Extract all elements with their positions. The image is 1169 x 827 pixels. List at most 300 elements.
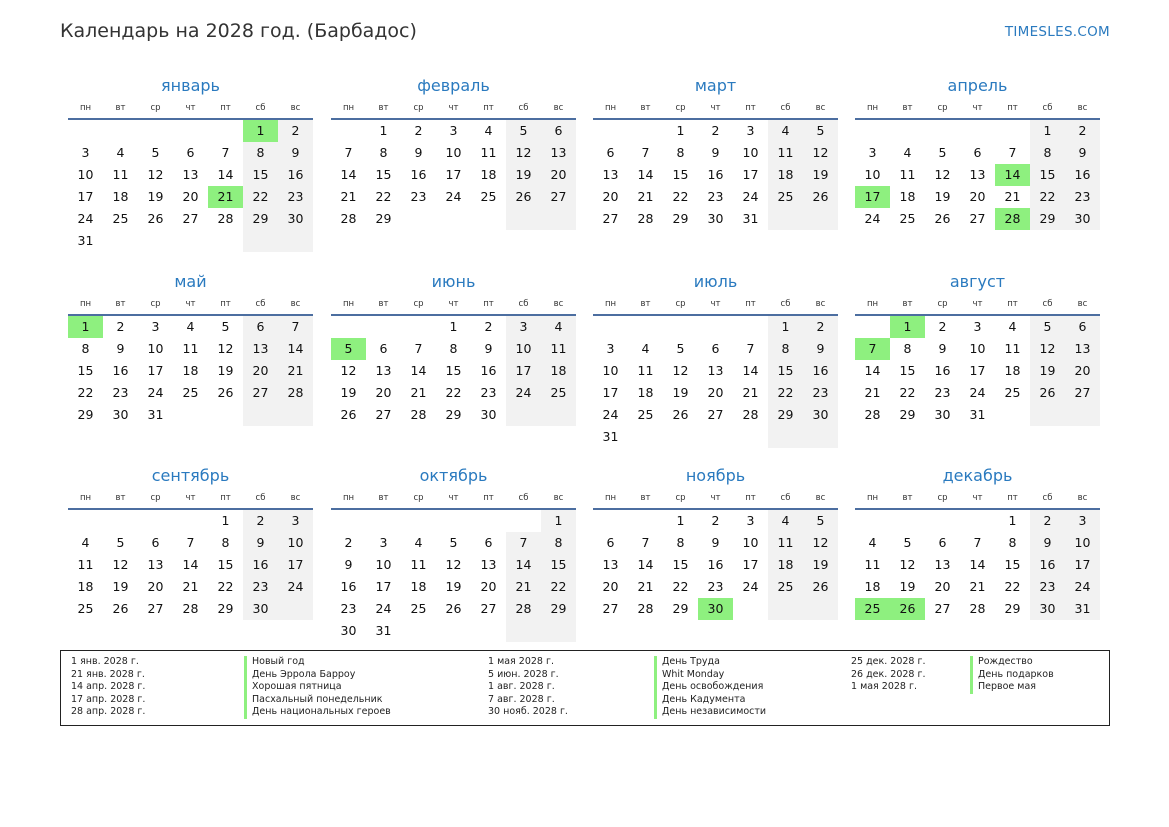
weekday-label: пн: [866, 103, 879, 113]
day-cell: 21: [410, 385, 427, 400]
day-cell: 11: [637, 363, 654, 378]
day-cell: 15: [445, 363, 462, 378]
day-cell: 27: [182, 211, 199, 226]
empty-cell: [68, 120, 103, 142]
empty-cell: [768, 426, 803, 448]
month-2: [331, 75, 576, 230]
day-cell: 13: [147, 557, 164, 572]
day-cell: 8: [243, 142, 278, 164]
empty-cell: [803, 208, 838, 230]
day-cell: 27: [602, 601, 619, 616]
weekday-label: пт: [220, 493, 231, 503]
day-cell: 20: [602, 189, 619, 204]
day-cell: 19: [1030, 360, 1065, 382]
day-cell: 7: [641, 535, 650, 550]
day-grid: [593, 510, 838, 620]
day-cell: 16: [243, 554, 278, 576]
day-cell: 10: [864, 167, 881, 182]
weekday-label: вт: [640, 103, 651, 113]
day-cell: 5: [449, 535, 458, 550]
weekday-label: пт: [220, 299, 231, 309]
weekday-header: [593, 297, 838, 311]
day-cell: 31: [147, 407, 164, 422]
day-cell: 21: [864, 385, 881, 400]
day-cell: 22: [375, 189, 392, 204]
holiday-name: День Эррола Барроу: [244, 669, 391, 682]
empty-cell: [366, 316, 401, 338]
day-cell: 4: [868, 535, 877, 550]
empty-cell: [768, 598, 803, 620]
weekday-label: вт: [378, 103, 389, 113]
day-cell: 19: [803, 554, 838, 576]
day-cell: 18: [480, 167, 497, 182]
day-cell: 7: [506, 532, 541, 554]
day-cell: 2: [1030, 510, 1065, 532]
weekday-label: пн: [342, 299, 355, 309]
weekday-label: пт: [483, 299, 494, 309]
weekday-label: пт: [745, 493, 756, 503]
month-name: март: [694, 76, 737, 95]
day-grid: [593, 316, 838, 448]
day-cell: 19: [506, 164, 541, 186]
day-cell: 6: [973, 145, 982, 160]
day-cell: 25: [1004, 385, 1021, 400]
empty-cell: [506, 404, 541, 426]
weekday-label: сб: [1042, 103, 1053, 113]
empty-cell: [506, 208, 541, 230]
empty-cell: [733, 598, 768, 620]
empty-cell: [541, 208, 576, 230]
day-cell: 10: [147, 341, 164, 356]
empty-cell: [103, 230, 138, 252]
day-cell: 10: [506, 338, 541, 360]
empty-cell: [855, 316, 890, 338]
empty-cell: [103, 510, 138, 532]
day-cell: 23: [278, 186, 313, 208]
holiday-day-cell: 1: [243, 120, 278, 142]
day-cell: 16: [934, 363, 951, 378]
day-cell: 25: [899, 211, 916, 226]
weekday-label: вт: [902, 493, 913, 503]
day-cell: 27: [602, 211, 619, 226]
day-cell: 17: [742, 557, 759, 572]
day-cell: 25: [768, 186, 803, 208]
empty-cell: [243, 230, 278, 252]
weekday-label: пн: [604, 103, 617, 113]
day-cell: 25: [541, 382, 576, 404]
weekday-label: чт: [185, 299, 196, 309]
day-cell: 7: [186, 535, 195, 550]
day-cell: 29: [768, 404, 803, 426]
holiday-day-cell: 1: [68, 316, 103, 338]
day-cell: 31: [602, 429, 619, 444]
empty-cell: [506, 620, 541, 642]
empty-cell: [331, 510, 366, 532]
month-name: август: [949, 272, 1006, 291]
empty-cell: [173, 120, 208, 142]
weekday-header: [68, 491, 313, 505]
day-cell: 9: [938, 341, 947, 356]
day-cell: 12: [340, 363, 357, 378]
holiday-name: Первое мая: [970, 681, 1054, 694]
day-cell: 15: [768, 360, 803, 382]
weekday-label: ср: [413, 493, 424, 503]
day-cell: 14: [637, 167, 654, 182]
empty-cell: [1030, 404, 1065, 426]
day-cell: 28: [278, 382, 313, 404]
month-4: [855, 75, 1100, 230]
day-cell: 20: [375, 385, 392, 400]
weekday-label: сб: [518, 299, 529, 309]
day-cell: 28: [637, 211, 654, 226]
day-cell: 4: [541, 316, 576, 338]
day-cell: 19: [147, 189, 164, 204]
holiday-date: 30 нояб. 2028 г.: [488, 706, 568, 718]
day-grid: [68, 510, 313, 620]
day-cell: 1: [768, 316, 803, 338]
day-cell: 1: [1008, 513, 1017, 528]
weekday-label: пт: [483, 493, 494, 503]
day-cell: 14: [506, 554, 541, 576]
empty-cell: [628, 426, 663, 448]
month-5: [68, 271, 313, 426]
day-cell: 12: [147, 167, 164, 182]
day-cell: 12: [899, 557, 916, 572]
empty-cell: [68, 510, 103, 532]
brand-link[interactable]: TIMESLES.COM: [1004, 24, 1110, 40]
day-cell: 6: [379, 341, 388, 356]
weekday-header: [68, 297, 313, 311]
weekday-label: пн: [342, 103, 355, 113]
day-cell: 8: [676, 535, 685, 550]
weekday-header: [331, 491, 576, 505]
day-cell: 13: [934, 557, 951, 572]
day-cell: 15: [899, 363, 916, 378]
day-cell: 27: [375, 407, 392, 422]
day-cell: 17: [147, 363, 164, 378]
day-cell: 14: [742, 363, 759, 378]
day-cell: 24: [742, 189, 759, 204]
day-cell: 13: [243, 338, 278, 360]
day-cell: 8: [1008, 535, 1017, 550]
day-cell: 18: [768, 554, 803, 576]
day-cell: 15: [217, 557, 234, 572]
day-cell: 24: [506, 382, 541, 404]
day-cell: 21: [278, 360, 313, 382]
day-cell: 12: [506, 142, 541, 164]
day-cell: 23: [112, 385, 129, 400]
holiday-date: 21 янв. 2028 г.: [71, 668, 145, 680]
weekday-label: пт: [1007, 103, 1018, 113]
month-10: [331, 465, 576, 642]
holiday-name: День подарков: [970, 669, 1054, 682]
day-cell: 30: [243, 598, 278, 620]
weekday-label: вс: [553, 103, 564, 113]
weekday-header: [593, 491, 838, 505]
holiday-names-column: [970, 656, 1054, 694]
day-cell: 30: [1065, 208, 1100, 230]
day-cell: 19: [445, 579, 462, 594]
weekday-label: ср: [150, 103, 161, 113]
weekday-label: ср: [413, 299, 424, 309]
day-cell: 17: [506, 360, 541, 382]
day-cell: 11: [768, 532, 803, 554]
empty-cell: [733, 316, 768, 338]
day-cell: 26: [803, 576, 838, 598]
day-cell: 13: [1065, 338, 1100, 360]
weekday-label: вт: [902, 299, 913, 309]
day-cell: 24: [375, 601, 392, 616]
empty-cell: [243, 404, 278, 426]
day-cell: 12: [445, 557, 462, 572]
weekday-label: ср: [675, 493, 686, 503]
holiday-name: День освобождения: [654, 681, 766, 694]
day-cell: 14: [969, 557, 986, 572]
day-cell: 23: [707, 579, 724, 594]
weekday-label: сб: [1042, 299, 1053, 309]
day-cell: 18: [182, 363, 199, 378]
day-cell: 13: [969, 167, 986, 182]
day-cell: 29: [77, 407, 94, 422]
day-grid: [68, 316, 313, 426]
day-cell: 16: [1065, 164, 1100, 186]
day-cell: 9: [803, 338, 838, 360]
day-cell: 11: [480, 145, 497, 160]
holiday-date: 1 янв. 2028 г.: [71, 656, 139, 667]
day-cell: 23: [340, 601, 357, 616]
day-cell: 19: [217, 363, 234, 378]
empty-cell: [663, 426, 698, 448]
day-cell: 3: [81, 145, 90, 160]
holiday-date: 25 дек. 2028 г.: [851, 656, 926, 667]
empty-cell: [628, 510, 663, 532]
day-cell: 21: [506, 576, 541, 598]
empty-cell: [173, 230, 208, 252]
day-cell: 9: [711, 145, 720, 160]
weekday-label: ср: [675, 103, 686, 113]
day-cell: 1: [449, 319, 458, 334]
weekday-label: пт: [220, 103, 231, 113]
holiday-day-cell: 5: [331, 338, 366, 360]
empty-cell: [401, 316, 436, 338]
weekday-label: сб: [518, 493, 529, 503]
day-cell: 16: [707, 557, 724, 572]
day-cell: 1: [379, 123, 388, 138]
day-cell: 27: [707, 407, 724, 422]
day-cell: 26: [217, 385, 234, 400]
day-cell: 29: [672, 601, 689, 616]
month-6: [331, 271, 576, 426]
day-cell: 8: [449, 341, 458, 356]
day-cell: 19: [340, 385, 357, 400]
day-cell: 28: [864, 407, 881, 422]
day-cell: 21: [1004, 189, 1021, 204]
day-cell: 18: [768, 164, 803, 186]
day-cell: 25: [480, 189, 497, 204]
weekday-label: ср: [937, 299, 948, 309]
day-cell: 13: [602, 557, 619, 572]
holiday-date: 28 апр. 2028 г.: [71, 706, 146, 718]
day-cell: 23: [243, 576, 278, 598]
day-cell: 23: [410, 189, 427, 204]
day-cell: 3: [746, 123, 755, 138]
weekday-label: пн: [866, 493, 879, 503]
day-cell: 23: [1065, 186, 1100, 208]
day-cell: 20: [480, 579, 497, 594]
day-cell: 20: [243, 360, 278, 382]
day-cell: 11: [410, 557, 427, 572]
empty-cell: [541, 404, 576, 426]
day-cell: 8: [379, 145, 388, 160]
day-cell: 24: [969, 385, 986, 400]
empty-cell: [960, 510, 995, 532]
day-cell: 22: [541, 576, 576, 598]
holiday-day-cell: 21: [208, 186, 243, 208]
weekday-label: сб: [1042, 493, 1053, 503]
day-cell: 9: [414, 145, 423, 160]
empty-cell: [995, 404, 1030, 426]
weekday-label: вс: [553, 299, 564, 309]
day-cell: 20: [969, 189, 986, 204]
day-cell: 25: [637, 407, 654, 422]
day-cell: 18: [541, 360, 576, 382]
day-cell: 26: [506, 186, 541, 208]
day-cell: 9: [1030, 532, 1065, 554]
empty-cell: [138, 510, 173, 532]
day-cell: 10: [742, 535, 759, 550]
day-cell: 15: [1004, 557, 1021, 572]
empty-cell: [366, 510, 401, 532]
month-3: [593, 75, 838, 230]
day-cell: 20: [707, 385, 724, 400]
holiday-date: 1 мая 2028 г.: [851, 681, 917, 693]
day-cell: 27: [480, 601, 497, 616]
empty-cell: [401, 208, 436, 230]
day-cell: 13: [541, 142, 576, 164]
day-grid: [855, 510, 1100, 620]
weekday-label: пт: [745, 103, 756, 113]
empty-cell: [1065, 404, 1100, 426]
day-cell: 15: [672, 167, 689, 182]
holiday-legend: [60, 650, 1110, 726]
day-cell: 31: [375, 623, 392, 638]
day-cell: 18: [77, 579, 94, 594]
empty-cell: [208, 404, 243, 426]
day-cell: 12: [934, 167, 951, 182]
day-cell: 28: [969, 601, 986, 616]
day-cell: 4: [414, 535, 423, 550]
day-cell: 17: [77, 189, 94, 204]
empty-cell: [471, 208, 506, 230]
weekday-header: [593, 101, 838, 115]
holiday-name: Новый год: [244, 656, 391, 669]
day-cell: 25: [410, 601, 427, 616]
day-cell: 2: [711, 513, 720, 528]
day-cell: 23: [803, 382, 838, 404]
day-cell: 22: [672, 579, 689, 594]
weekday-label: пт: [1007, 299, 1018, 309]
day-cell: 6: [243, 316, 278, 338]
weekday-label: пн: [342, 493, 355, 503]
day-cell: 20: [147, 579, 164, 594]
day-cell: 16: [112, 363, 129, 378]
day-cell: 26: [934, 211, 951, 226]
empty-cell: [925, 120, 960, 142]
weekday-label: вс: [815, 103, 826, 113]
day-cell: 3: [379, 535, 388, 550]
day-cell: 21: [742, 385, 759, 400]
weekday-header: [855, 491, 1100, 505]
day-cell: 9: [344, 557, 353, 572]
day-cell: 31: [77, 233, 94, 248]
holiday-date: 7 авг. 2028 г.: [488, 693, 555, 705]
day-cell: 13: [480, 557, 497, 572]
day-cell: 29: [541, 598, 576, 620]
day-cell: 30: [934, 407, 951, 422]
day-cell: 16: [278, 164, 313, 186]
day-cell: 29: [672, 211, 689, 226]
day-cell: 11: [899, 167, 916, 182]
day-cell: 31: [1065, 598, 1100, 620]
holiday-day-cell: 30: [698, 598, 733, 620]
day-cell: 12: [1030, 338, 1065, 360]
month-7: [593, 271, 838, 448]
day-cell: 18: [637, 385, 654, 400]
day-cell: 2: [116, 319, 125, 334]
empty-cell: [698, 426, 733, 448]
day-cell: 24: [864, 211, 881, 226]
weekday-label: чт: [710, 103, 721, 113]
day-cell: 1: [541, 510, 576, 532]
day-cell: 17: [445, 167, 462, 182]
day-cell: 4: [1008, 319, 1017, 334]
day-cell: 2: [484, 319, 493, 334]
day-cell: 17: [375, 579, 392, 594]
day-cell: 29: [1004, 601, 1021, 616]
holiday-day-cell: 28: [995, 208, 1030, 230]
weekday-label: чт: [710, 493, 721, 503]
empty-cell: [208, 230, 243, 252]
month-name: июнь: [431, 272, 476, 291]
weekday-label: сб: [780, 299, 791, 309]
day-cell: 4: [768, 510, 803, 532]
day-cell: 10: [969, 341, 986, 356]
empty-cell: [471, 510, 506, 532]
day-cell: 13: [375, 363, 392, 378]
empty-cell: [278, 404, 313, 426]
day-cell: 24: [445, 189, 462, 204]
day-cell: 30: [707, 211, 724, 226]
day-cell: 30: [112, 407, 129, 422]
holiday-dates-column: [488, 656, 568, 719]
holiday-name: День национальных героев: [244, 706, 391, 719]
holiday-date: 1 авг. 2028 г.: [488, 681, 555, 693]
day-cell: 2: [243, 510, 278, 532]
day-cell: 29: [243, 208, 278, 230]
holiday-dates-column: [851, 656, 926, 694]
day-cell: 29: [375, 211, 392, 226]
holiday-day-cell: 17: [855, 186, 890, 208]
day-cell: 27: [541, 186, 576, 208]
day-cell: 14: [864, 363, 881, 378]
weekday-label: вт: [115, 103, 126, 113]
day-cell: 27: [1065, 382, 1100, 404]
day-grid: [593, 120, 838, 230]
weekday-label: вт: [902, 103, 913, 113]
day-cell: 14: [182, 557, 199, 572]
weekday-label: вт: [115, 493, 126, 503]
day-cell: 26: [112, 601, 129, 616]
